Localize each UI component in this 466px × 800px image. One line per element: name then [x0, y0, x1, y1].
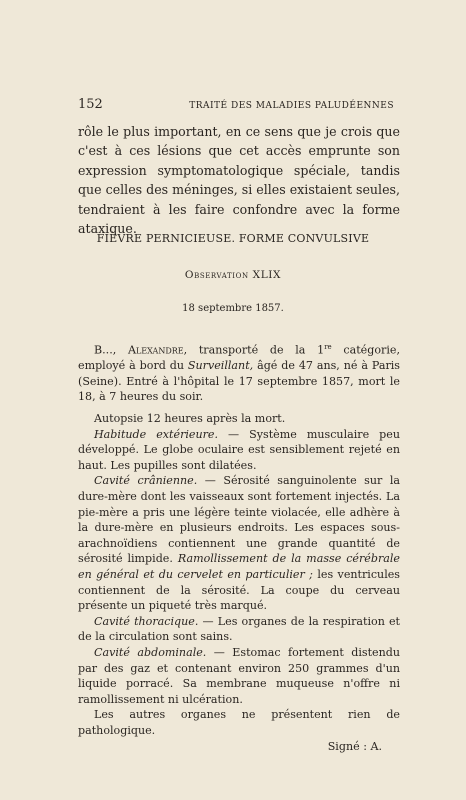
habitude-text: — Système musculaire peu développé. Le globe oculaire est sensiblement rejeté en haut. Les pupilles sont dilatées. — [78, 427, 400, 472]
ship-name: Surveillant, — [187, 359, 254, 373]
habitude-paragraph — [78, 427, 400, 474]
thoracique-text: — Les organes de la respiration et de la circulation sont sains. — [78, 614, 400, 644]
page-header — [78, 97, 400, 112]
intro-text: rôle le plus important, en ce sens que je crois que c'est à ces lésions que cet accès emprunte son expression symptomatologique spéciale, tandis que celles des méninges, si elles existaient seules, tendraient à les faire confondre avec la forme ataxique. — [78, 124, 400, 237]
patient-text-a: transporté de la 1 — [187, 343, 325, 357]
patient-paragraph — [78, 340, 400, 405]
case-report — [78, 340, 400, 754]
abdominale-text: — Estomac fortement distendu par des gaz et contenant environ 250 grammes d'un liquide porracé. Sa membrane muqueuse n'offre ni ramollissement ni ulcération. — [78, 645, 400, 706]
patient-text-c: âgé de 47 ans, né à Paris (Seine). Entré à l'hôpital le 17 septembre 1857, mort le 18, à 7 heures du soir. — [78, 359, 400, 404]
patient-name: B..., Alexandre, — [94, 343, 188, 357]
intro-paragraph — [78, 122, 400, 238]
habitude-label: Habitude extérieure. — [94, 427, 219, 441]
page-number: 152 — [78, 97, 103, 112]
autopsie-line: Autopsie 12 heures après la mort. — [94, 412, 286, 426]
section-title: FIÈVRE PERNICIEUSE. FORME CONVULSIVE — [96, 232, 370, 245]
signature: Signé : A. — [327, 739, 382, 753]
abdominale-label: Cavité abdominale. — [94, 645, 207, 659]
autres-line: Les autres organes ne présentent rien de pathologique. — [78, 708, 400, 737]
cranienne-text-b: les ventricules contiennent de la sérosité. La coupe du cerveau présente un piqueté très marqué. — [78, 568, 401, 613]
thoracique-label: Cavité thoracique. — [94, 614, 199, 628]
patient-text-b: catégorie, employé à bord du — [78, 343, 400, 373]
cranienne-label: Cavité crânienne. — [94, 474, 198, 488]
observation-heading: Observation XLIX — [184, 269, 282, 281]
running-title: TRAITÉ DES MALADIES PALUDÉENNES — [189, 101, 394, 111]
ordinal-superscript: re — [324, 343, 332, 351]
cranienne-text-a: — Sérosité sanguinolente sur la dure-mère dont les vaisseaux sont fortement injectés. La pie-mère a pris une légère teinte violacée, elle adhère à la dure-mère en plusieurs endroits. Les espaces sous-arachnoïdiens contiennent une grande quantité de sérosité limpide. — [78, 474, 400, 566]
cranienne-paragraph — [78, 473, 400, 613]
abdominale-paragraph — [78, 645, 400, 707]
observation-date: 18 septembre 1857. — [182, 303, 284, 314]
cranienne-italic: Ramollissement de la masse cérébrale en général et du cervelet en particulier ; — [78, 552, 400, 581]
thoracique-paragraph — [78, 614, 400, 645]
